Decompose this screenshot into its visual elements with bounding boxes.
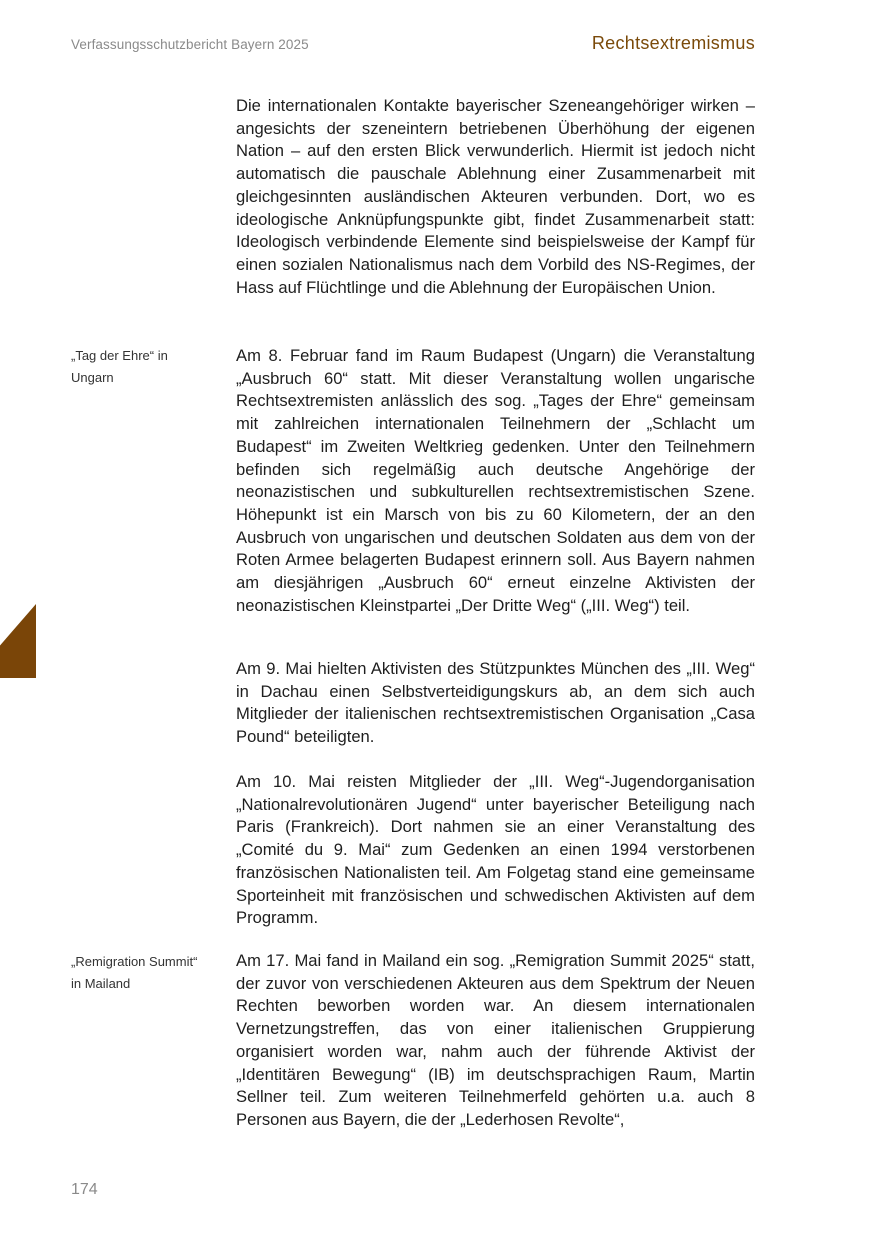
paragraph: Am 9. Mai hielten Aktivisten des Stützpunktes München des „III. Weg“ in Dachau einen Selbstverteidigungskurs ab, an dem sich auch Mitglieder der italienischen rechtsextremistischen Organisation „Casa Pound“ beteiligten.: [236, 659, 755, 747]
report-title: Verfassungsschutzbericht Bayern 2025: [71, 37, 309, 52]
paragraph-mailand: [236, 950, 755, 1132]
paragraph: Die internationalen Kontakte bayerischer Szeneangehöriger wirken – angesichts der szeneintern betriebenen Überhöhung der eigenen Nation – auf den ersten Blick verwunderlich. Hiermit ist jedoch nicht automatisch die pauschale Ablehnung einer Zusammenarbeit mit gleichgesinnten ausländischen Akteuren verbunden. Dort, wo es ideologische Anknüpfungspunkte gibt, findet Zusammenarbeit statt: Ideologisch verbindende Elemente sind beispielsweise der Kampf für einen sozialen Nationalismus nach dem Vorbild des NS-Regimes, der Hass auf Flüchtlinge und die Ablehnung der Europäischen Union.: [236, 96, 755, 297]
paragraph: Am 8. Februar fand im Raum Budapest (Ungarn) die Veranstaltung „Ausbruch 60“ statt. Mit dieser Veranstaltung wollen ungarische Rechtsextremisten anlässlich des sog. „Tages der Ehre“ gemeinsam mit zahlreichen internationalen Teilnehmern der „Schlacht um Budapest“ im Zweiten Weltkrieg gedenken. Unter den Teilnehmern befinden sich regelmäßig auch deutsche Angehörige der neonazistischen und subkulturellen rechtsextremistischen Szene. Höhepunkt ist ein Marsch von bis zu 60 Kilometern, der an den Ausbruch von ungarischen und deutschen Soldaten aus dem von der Roten Armee belagerten Budapest erinnern soll. Aus Bayern nahmen am diesjährigen „Ausbruch 60“ erneut einzelne Aktivisten der neonazistischen Kleinstpartei „Der Dritte Weg“ („III. Weg“) teil.: [236, 346, 755, 615]
section-title: Rechtsextremismus: [591, 33, 755, 53]
chapter-tab-marker: [0, 604, 36, 678]
paragraph-dachau: [236, 658, 755, 749]
paragraph-paris: [236, 771, 755, 930]
sidenote-remigration-summit: „Remigration Summit“ in Mailand: [71, 954, 198, 991]
paragraph-budapest: [236, 345, 755, 617]
paragraph: Am 10. Mai reisten Mitglieder der „III. Weg“-Jugendorganisation „Nationalrevolutionären Jugend“ unter bayerischer Beteiligung nach Paris (Frankreich). Dort nahmen sie an einer Veranstaltung des „Comité du 9. Mai“ zum Gedenken an einen 1994 verstorbenen französischen Nationalisten teil. Am Folgetag stand eine gemeinsame Sporteinheit mit französischen und schwedischen Aktivisten auf dem Programm.: [236, 772, 755, 928]
paragraph: Am 17. Mai fand in Mailand ein sog. „Remigration Summit 2025“ statt, der zuvor von verschiedenen Akteuren aus dem Spektrum der Neuen Rechten beworben worden war. An diesem internationalen Vernetzungstreffen, das von einer italienischen Gruppierung organisiert worden war, nahm auch der führende Aktivist der „Identitären Bewegung“ (IB) im deutschsprachigen Raum, Martin Sellner teil. Zum weiteren Teilnehmerfeld gehörten u.a. auch 8 Personen aus Bayern, die der „Lederhosen Revolte“,: [236, 951, 755, 1129]
paragraph-intro: [236, 95, 755, 299]
sidenote-tag-der-ehre: „Tag der Ehre“ in Ungarn: [71, 348, 168, 385]
page-number: 174: [71, 1181, 98, 1198]
